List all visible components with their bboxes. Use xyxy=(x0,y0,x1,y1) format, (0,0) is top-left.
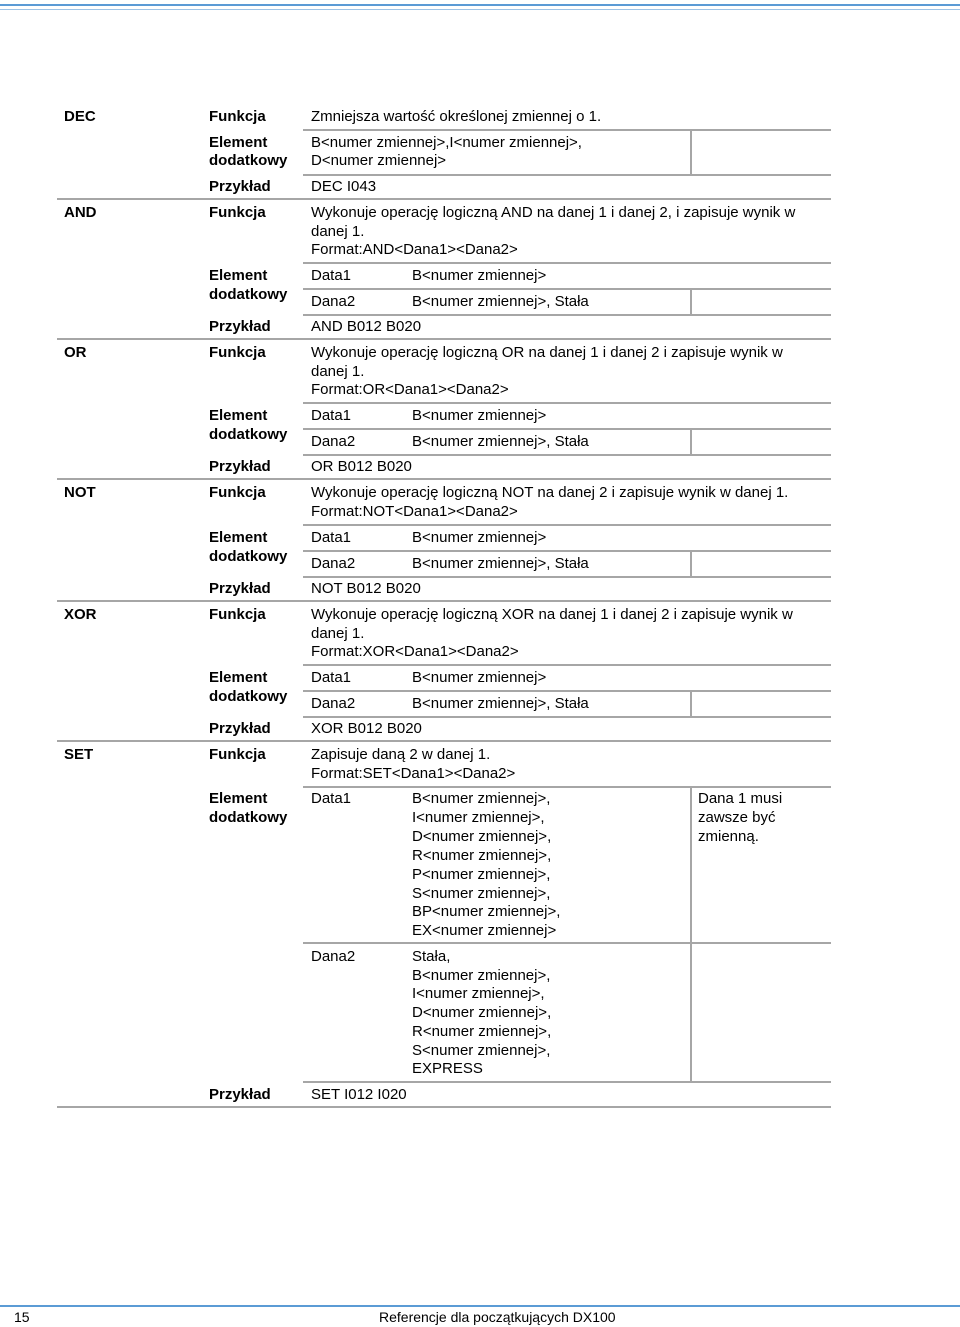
data-label: Data1 xyxy=(311,790,352,807)
data-value: S<numer zmiennej>, xyxy=(412,885,551,902)
data-value: B<numer zmiennej>, Stała xyxy=(412,695,589,712)
field-label: Funkcja xyxy=(209,746,266,763)
note-text: zmienną. xyxy=(698,828,759,845)
data-value: B<numer zmiennej> xyxy=(412,267,547,284)
note-text: zawsze być xyxy=(698,809,776,826)
field-label: Przykład xyxy=(209,318,271,335)
field-label: Funkcja xyxy=(209,344,266,361)
footer-rule xyxy=(0,1305,960,1307)
data-label: Dana2 xyxy=(311,433,356,450)
example-value: XOR B012 B020 xyxy=(311,720,422,737)
field-label: Przykład xyxy=(209,720,271,737)
field-label: dodatkowy xyxy=(209,152,288,169)
cmd-not: NOT xyxy=(64,484,96,501)
field-label: Przykład xyxy=(209,580,271,597)
data-value: I<numer zmiennej>, xyxy=(412,809,545,826)
function-format: Format:XOR<Dana1><Dana2> xyxy=(311,643,519,660)
data-label: Dana2 xyxy=(311,555,356,572)
function-desc: danej 1. xyxy=(311,363,365,380)
element-value: B<numer zmiennej>,I<numer zmiennej>, xyxy=(311,134,582,151)
page-number: 15 xyxy=(14,1309,30,1325)
example-value: OR B012 B020 xyxy=(311,458,412,475)
function-desc: danej 1. xyxy=(311,223,365,240)
data-label: Data1 xyxy=(311,407,352,424)
data-value: B<numer zmiennej>, xyxy=(412,967,551,984)
field-label: Element xyxy=(209,529,268,546)
data-value: B<numer zmiennej> xyxy=(412,529,547,546)
data-label: Dana2 xyxy=(311,293,356,310)
cmd-or: OR xyxy=(64,344,87,361)
field-label: dodatkowy xyxy=(209,286,288,303)
field-label: Element xyxy=(209,267,268,284)
data-value: R<numer zmiennej>, xyxy=(412,1023,552,1040)
data-value: P<numer zmiennej>, xyxy=(412,866,551,883)
function-format: Format:NOT<Dana1><Dana2> xyxy=(311,503,518,520)
data-value: EXPRESS xyxy=(412,1060,483,1077)
field-label: Element xyxy=(209,407,268,424)
cmd-xor: XOR xyxy=(64,606,97,623)
header-rule xyxy=(0,4,960,6)
field-label: Przykład xyxy=(209,178,271,195)
field-label: Funkcja xyxy=(209,204,266,221)
header-rule-thin xyxy=(0,9,960,10)
example-value: AND B012 B020 xyxy=(311,318,422,335)
field-label: dodatkowy xyxy=(209,548,288,565)
field-label: dodatkowy xyxy=(209,688,288,705)
data-label: Dana2 xyxy=(311,695,356,712)
note-text: Dana 1 musi xyxy=(698,790,783,807)
data-value: Stała, xyxy=(412,948,451,965)
data-value: BP<numer zmiennej>, xyxy=(412,903,561,920)
footer-title: Referencje dla początkujących DX100 xyxy=(379,1309,616,1325)
field-label: Funkcja xyxy=(209,484,266,501)
data-label: Data1 xyxy=(311,267,352,284)
example-value: NOT B012 B020 xyxy=(311,580,421,597)
function-desc: Wykonuje operację logiczną AND na danej 1 i danej 2, i zapisuje wynik w xyxy=(311,204,796,221)
field-label: Element xyxy=(209,134,268,151)
function-format: Format:AND<Dana1><Dana2> xyxy=(311,241,518,258)
function-desc: Wykonuje operację logiczną XOR na danej 1 i danej 2 i zapisuje wynik w xyxy=(311,606,793,623)
function-desc: Zmniejsza wartość określonej zmiennej o 1. xyxy=(311,108,602,125)
data-value: B<numer zmiennej>, Stała xyxy=(412,293,589,310)
data-label: Data1 xyxy=(311,529,352,546)
data-value: D<numer zmiennej>, xyxy=(412,828,552,845)
data-value: EX<numer zmiennej> xyxy=(412,922,557,939)
function-format: Format:OR<Dana1><Dana2> xyxy=(311,381,509,398)
data-value: D<numer zmiennej>, xyxy=(412,1004,552,1021)
data-value: S<numer zmiennej>, xyxy=(412,1042,551,1059)
data-label: Dana2 xyxy=(311,948,356,965)
data-value: B<numer zmiennej> xyxy=(412,407,547,424)
field-label: Funkcja xyxy=(209,606,266,623)
data-value: B<numer zmiennej>, Stała xyxy=(412,555,589,572)
data-value: B<numer zmiennej>, xyxy=(412,790,551,807)
element-value: D<numer zmiennej> xyxy=(311,152,447,169)
function-desc: Wykonuje operację logiczną NOT na danej 2 i zapisuje wynik w danej 1. xyxy=(311,484,789,501)
data-value: B<numer zmiennej> xyxy=(412,669,547,686)
field-label: Element xyxy=(209,669,268,686)
data-value: I<numer zmiennej>, xyxy=(412,985,545,1002)
example-value: SET I012 I020 xyxy=(311,1086,407,1103)
cmd-set: SET xyxy=(64,746,94,763)
data-value: R<numer zmiennej>, xyxy=(412,847,552,864)
field-label: Przykład xyxy=(209,1086,271,1103)
data-label: Data1 xyxy=(311,669,352,686)
function-desc: Wykonuje operację logiczną OR na danej 1 i danej 2 i zapisuje wynik w xyxy=(311,344,783,361)
field-label: dodatkowy xyxy=(209,426,288,443)
field-label: Funkcja xyxy=(209,108,266,125)
field-label: Element xyxy=(209,790,268,807)
field-label: Przykład xyxy=(209,458,271,475)
field-label: dodatkowy xyxy=(209,809,288,826)
example-value: DEC I043 xyxy=(311,178,377,195)
cmd-and: AND xyxy=(64,204,97,221)
function-format: Format:SET<Dana1><Dana2> xyxy=(311,765,516,782)
cmd-dec: DEC xyxy=(64,108,96,125)
function-desc: danej 1. xyxy=(311,625,365,642)
function-desc: Zapisuje daną 2 w danej 1. xyxy=(311,746,491,763)
data-value: B<numer zmiennej>, Stała xyxy=(412,433,589,450)
